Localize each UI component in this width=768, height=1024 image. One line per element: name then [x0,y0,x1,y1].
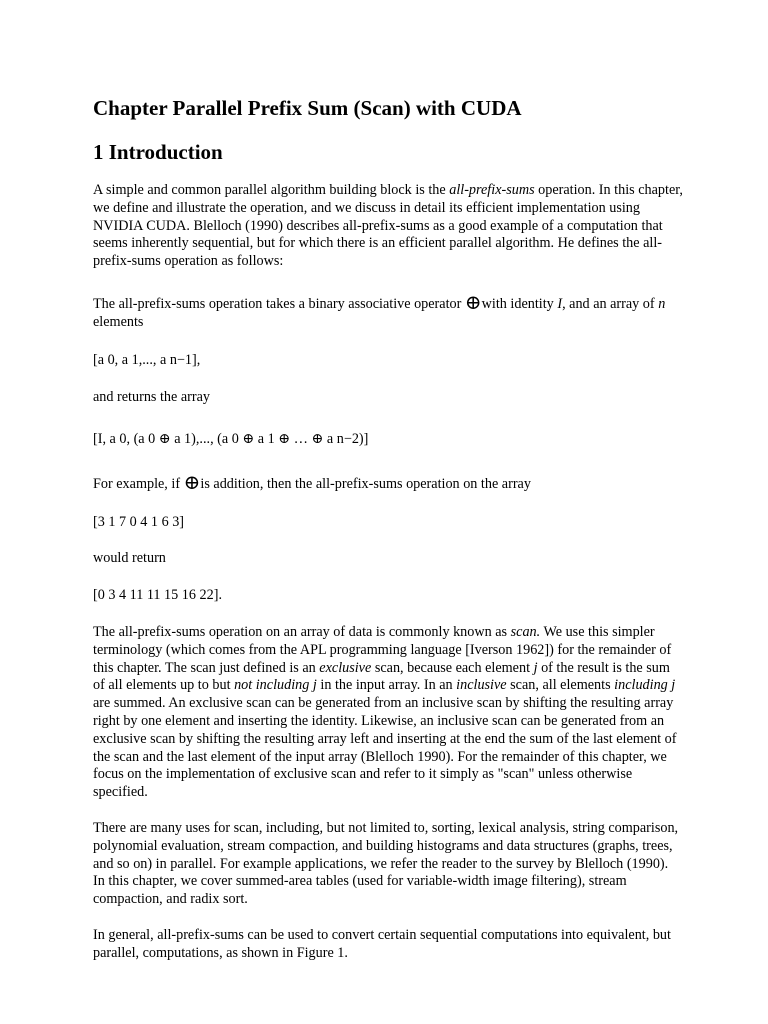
emphasis: j [533,659,538,676]
input-array-formula: [a 0, a 1,..., a n−1], [93,352,201,368]
general-paragraph: In general, all-prefix-sums can be used to convert certain sequential computations into equivalent, but parallel, computations, as shown in Figure 1. [93,927,671,961]
text-run: are summed. An exclusive scan can be generated from an inclusive scan by shifting the resulting array right by one element and inserting the identity. Likewise, an inclusive scan can be generated from an exclusive scan by shifting the resulting array left and inserting at the end the sum of the last element of the scan and the last element of the input array (Blelloch 1990). For the remainder of this chapter, we focus on the implementation of exclusive scan and refer to it simply as "scan" unless otherwise specified. [93,695,677,801]
chapter-title: Chapter Parallel Prefix Sum (Scan) with CUDA [93,96,522,120]
section-heading: 1 Introduction [93,140,223,164]
text-run: is addition, then the all-prefix-sums operation on the array [200,476,531,492]
text-run: with identity [481,296,558,312]
oplus-symbol: ⊕ [183,472,201,494]
intro-paragraph [93,182,683,271]
oplus-symbol: ⊕ [464,292,482,314]
example-output-array: [0 3 4 11 11 15 16 22]. [93,587,222,603]
identity-symbol: I [557,296,563,312]
emphasis: all-prefix-sums [449,182,535,198]
emphasis: not including j [234,677,317,694]
text-run: scan, because each element [371,659,534,676]
emphasis: inclusive [456,677,507,694]
output-array-formula: [I, a 0, (a 0 ⊕ a 1),..., (a 0 ⊕ a 1 ⊕ … ⊕ a n−2)] [93,431,369,447]
text-run: in the input array. In an [316,677,457,694]
text-run: scan, all elements [506,677,615,694]
text-run: A simple and common parallel algorithm building block is the [93,182,450,198]
text-run: operation. In this chapter, we define and illustrate the operation, and we discuss in detail its efficient implementation using NVIDIA CUDA. Blelloch (1990) describes all-prefix-sums as a good example of a computation that seems inherently sequential, but for which there is an efficient parallel algorithm. He defines the all-prefix-sums operation as follows: [93,182,683,270]
returns-line: and returns the array [93,389,210,405]
text-run: The all-prefix-sums operation on an array of data is commonly known as [93,624,511,640]
emphasis: exclusive [319,659,372,676]
text-run: of the result is the sum of all elements up to but [93,659,670,694]
text-run: We use this simpler terminology (which comes from the APL programming language [Iverson 1962]) for the remainder of this chapter. The scan just defined is an [93,624,672,676]
example-paragraph [93,472,683,494]
definition-paragraph [93,292,683,332]
scan-definition-paragraph [93,624,683,802]
text-run: , and an array of [562,296,659,312]
uses-paragraph: There are many uses for scan, including, but not limited to, sorting, lexical analysis, string comparison, polynomial evaluation, stream compaction, and building histograms and data structures (graphs, trees, and so on) in parallel. For example applications, we refer the reader to the survey by Blelloch (1990). In this chapter, we cover summed-area tables (used for variable-width image filtering), stream compaction, and radix sort. [93,820,679,908]
text-run: For example, if [93,476,184,492]
text-run: elements [93,313,144,330]
n-symbol: n [658,296,666,312]
example-input-array: [3 1 7 0 4 1 6 3] [93,514,185,530]
text-run: The all-prefix-sums operation takes a binary associative operator [93,296,465,312]
emphasis: including j [614,677,676,694]
would-return-line: would return [93,550,166,566]
emphasis: scan. [510,624,541,640]
